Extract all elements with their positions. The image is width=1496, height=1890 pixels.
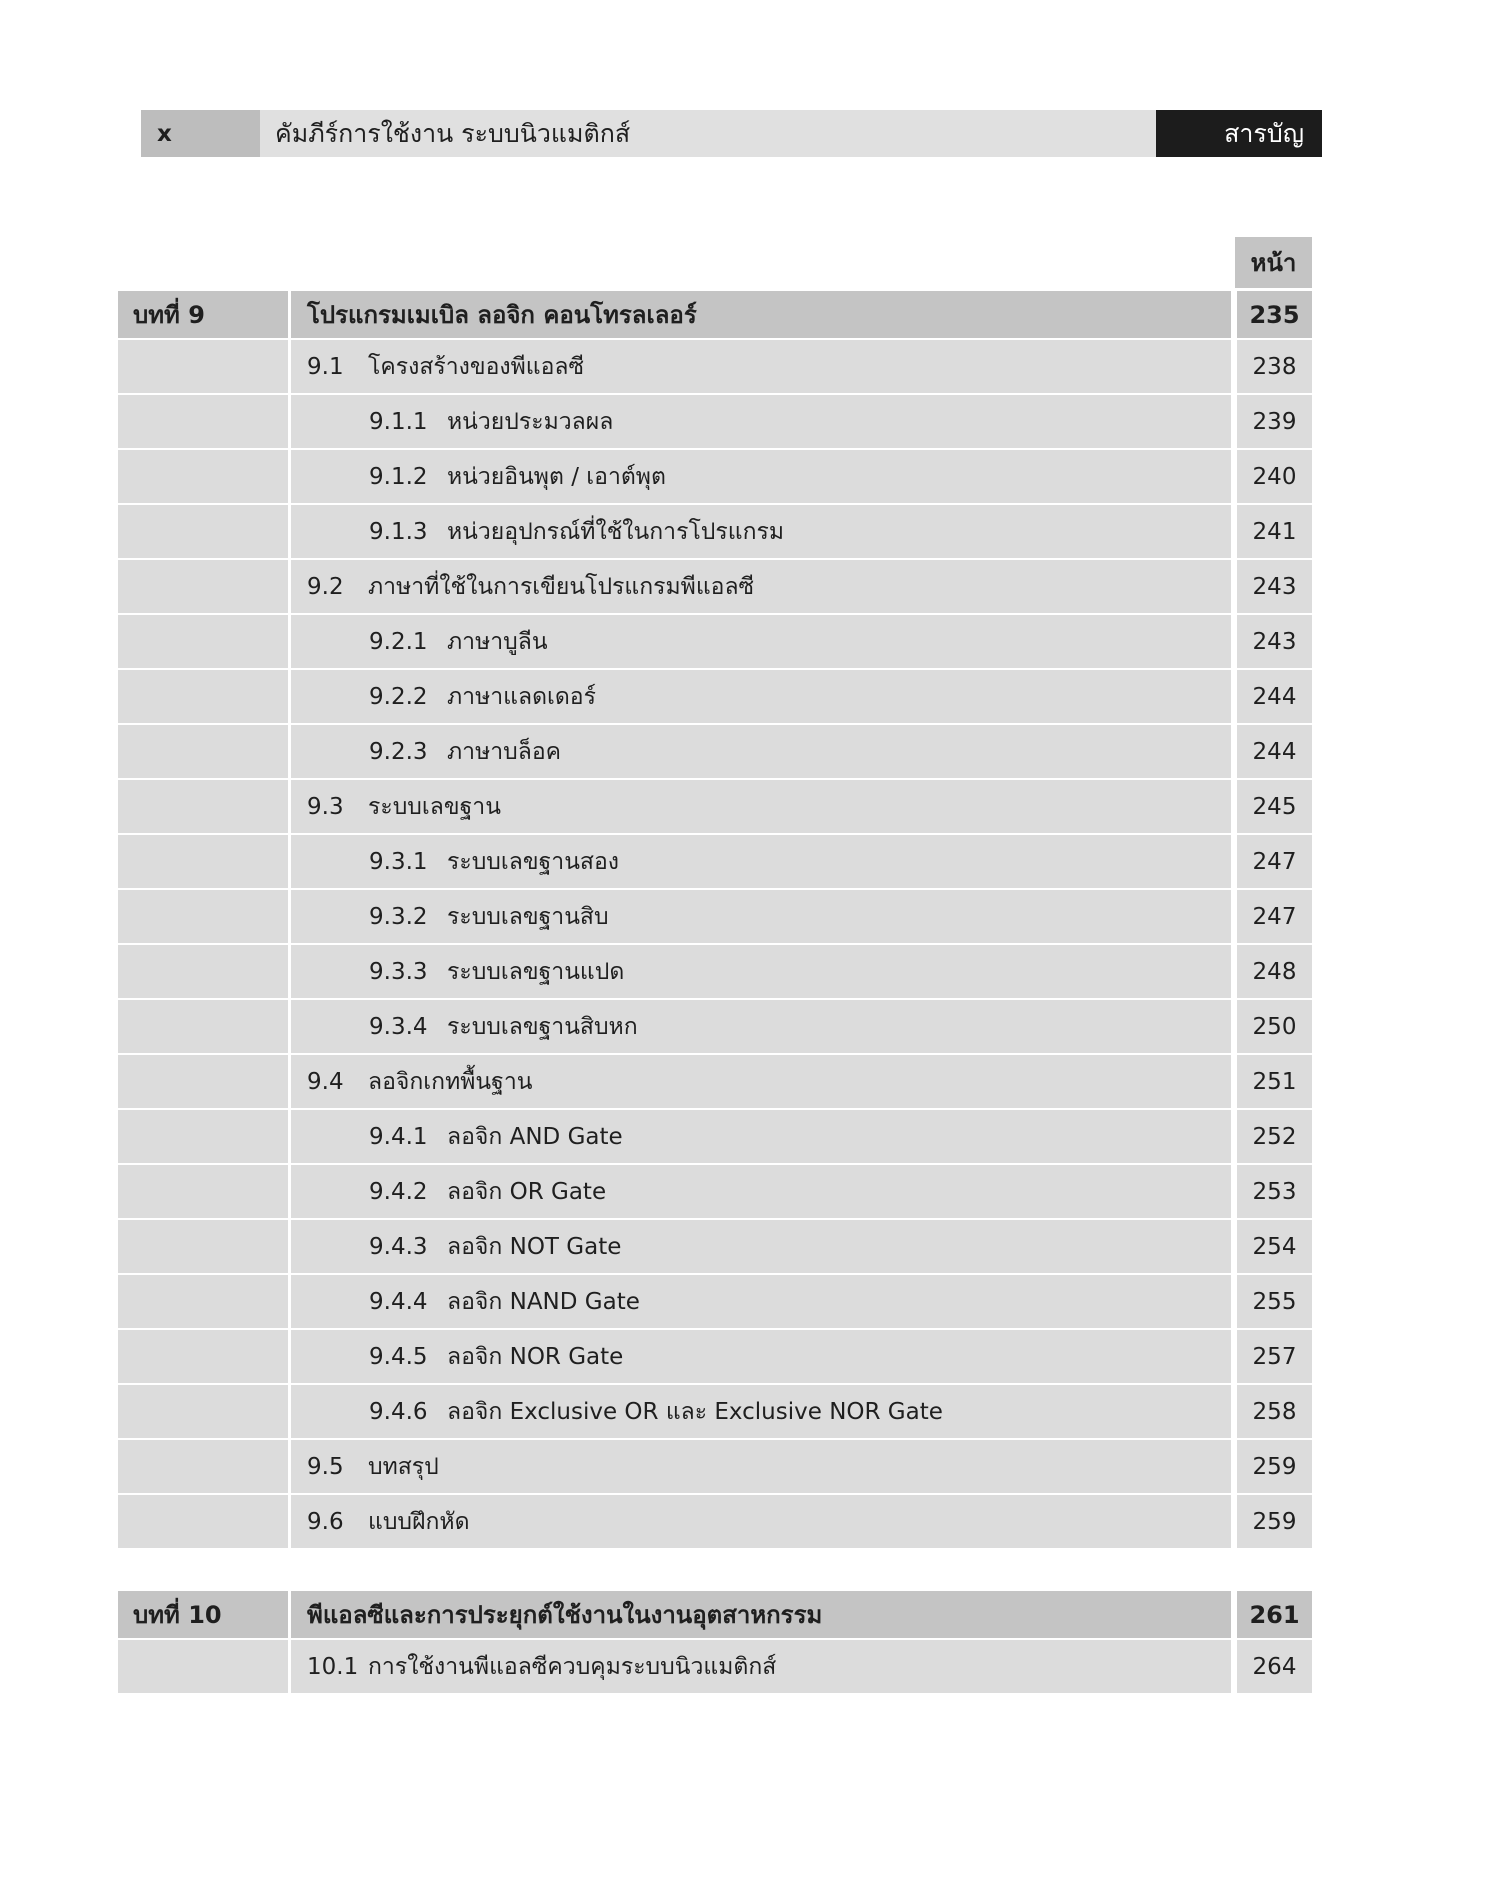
toc-entry-row <box>118 670 1312 723</box>
entry-title-cell <box>291 1330 1231 1383</box>
toc-entry-row <box>118 505 1312 558</box>
entry-title-cell <box>291 945 1231 998</box>
entry-title: ลอจิก Exclusive OR และ Exclusive NOR Gate <box>447 1398 943 1425</box>
entry-title: ระบบเลขฐานสอง <box>447 848 619 875</box>
entry-title-cell <box>291 780 1231 833</box>
entry-title: หน่วยประมวลผล <box>447 408 614 435</box>
toc-entry-row <box>118 340 1312 393</box>
entry-number: 9.4.4 <box>369 1288 428 1315</box>
toc-entry-row <box>118 1000 1312 1053</box>
entry-number: 9.4.2 <box>369 1178 428 1205</box>
entry-page: 245 <box>1237 780 1312 833</box>
entry-title-cell <box>291 725 1231 778</box>
entry-title: ภาษาที่ใช้ในการเขียนโปรแกรมพีแอลซี <box>368 573 755 600</box>
header-section-label: สารบัญ <box>1156 110 1322 157</box>
entry-page: 257 <box>1237 1330 1312 1383</box>
chapter-cell-empty <box>118 1165 288 1218</box>
toc-entry-row <box>118 1110 1312 1163</box>
entry-number: 9.1 <box>307 353 344 380</box>
toc-entry-row <box>118 835 1312 888</box>
chapter-cell-empty <box>118 1640 288 1693</box>
toc-entry-row <box>118 1275 1312 1328</box>
page-column-header: หน้า <box>1235 237 1312 288</box>
entry-number: 9.4.6 <box>369 1398 428 1425</box>
entry-page: 250 <box>1237 1000 1312 1053</box>
entry-page: 243 <box>1237 615 1312 668</box>
entry-title: ลอจิก NAND Gate <box>447 1288 640 1315</box>
entry-title: ลอจิกเกทพื้นฐาน <box>368 1068 533 1095</box>
entry-page: 248 <box>1237 945 1312 998</box>
entry-title-cell <box>291 1385 1231 1438</box>
chapter-cell-empty <box>118 780 288 833</box>
chapter-cell-empty <box>118 1275 288 1328</box>
entry-number: 9.2.1 <box>369 628 428 655</box>
toc-entry-row <box>118 1440 1312 1493</box>
toc-entry-row <box>118 1165 1312 1218</box>
entry-number: 9.5 <box>307 1453 344 1480</box>
entry-title-cell <box>291 1000 1231 1053</box>
entry-title-cell <box>291 615 1231 668</box>
entry-number: 9.2.2 <box>369 683 428 710</box>
entry-number: 9.4.5 <box>369 1343 428 1370</box>
toc-entry-row <box>118 890 1312 943</box>
entry-page: 241 <box>1237 505 1312 558</box>
entry-number: 9.4.1 <box>369 1123 428 1150</box>
toc-entry-row <box>118 1385 1312 1438</box>
chapter-cell-empty <box>118 395 288 448</box>
entry-page: 244 <box>1237 725 1312 778</box>
chapter-page: 261 <box>1237 1591 1312 1638</box>
chapter-cell-empty <box>118 340 288 393</box>
entry-number: 9.6 <box>307 1508 344 1535</box>
chapter-cell-empty <box>118 450 288 503</box>
chapter-cell-empty <box>118 725 288 778</box>
entry-title-cell <box>291 1110 1231 1163</box>
toc-chapter-9 <box>118 291 1312 1550</box>
entry-title: ระบบเลขฐาน <box>368 793 501 820</box>
entry-title: หน่วยอุปกรณ์ที่ใช้ในการโปรแกรม <box>447 518 785 545</box>
entry-title-cell <box>291 1440 1231 1493</box>
entry-title: บทสรุป <box>368 1453 439 1480</box>
toc-entry-row <box>118 1330 1312 1383</box>
chapter-cell-empty <box>118 1330 288 1383</box>
chapter-cell-empty <box>118 615 288 668</box>
toc-entry-row <box>118 1055 1312 1108</box>
entry-page: 251 <box>1237 1055 1312 1108</box>
chapter-cell-empty <box>118 1495 288 1548</box>
entry-title-cell <box>291 395 1231 448</box>
toc-entry-row <box>118 945 1312 998</box>
chapter-cell-empty <box>118 1000 288 1053</box>
entry-page: 247 <box>1237 835 1312 888</box>
toc-entry-row <box>118 1220 1312 1273</box>
entry-page: 238 <box>1237 340 1312 393</box>
entry-title: ภาษาบูลีน <box>447 628 548 655</box>
toc-chapter-10 <box>118 1591 1312 1695</box>
entry-title: โครงสร้างของพีแอลซี <box>368 353 585 380</box>
entry-title: ลอจิก NOR Gate <box>447 1343 624 1370</box>
toc-entry-row <box>118 560 1312 613</box>
chapter-cell-empty <box>118 560 288 613</box>
entry-page: 255 <box>1237 1275 1312 1328</box>
entry-title: ลอจิก OR Gate <box>447 1178 607 1205</box>
entry-number: 9.1.1 <box>369 408 428 435</box>
toc-entry-row <box>118 725 1312 778</box>
entry-title-cell <box>291 1640 1231 1693</box>
chapter-label: บทที่ 10 <box>118 1591 288 1638</box>
entry-title-cell <box>291 1495 1231 1548</box>
entry-number: 9.1.3 <box>369 518 428 545</box>
entry-page: 247 <box>1237 890 1312 943</box>
chapter-cell-empty <box>118 1385 288 1438</box>
toc-entry-row <box>118 1495 1312 1548</box>
entry-number: 9.3 <box>307 793 344 820</box>
entry-number: 9.3.3 <box>369 958 428 985</box>
entry-page: 252 <box>1237 1110 1312 1163</box>
entry-title-cell <box>291 835 1231 888</box>
chapter-cell-empty <box>118 1110 288 1163</box>
chapter-cell-empty <box>118 1055 288 1108</box>
entry-title-cell <box>291 450 1231 503</box>
entry-number: 10.1 <box>307 1653 359 1680</box>
entry-title-cell <box>291 1220 1231 1273</box>
entry-title: ภาษาแลดเดอร์ <box>447 683 596 710</box>
entry-page: 259 <box>1237 1440 1312 1493</box>
toc-entry-row <box>118 450 1312 503</box>
entry-title: ภาษาบล็อค <box>447 738 562 765</box>
entry-page: 264 <box>1237 1640 1312 1693</box>
entry-page: 258 <box>1237 1385 1312 1438</box>
entry-title-cell <box>291 890 1231 943</box>
entry-title: หน่วยอินพุต / เอาต์พุต <box>447 463 666 490</box>
entry-title: แบบฝึกหัด <box>368 1508 470 1535</box>
toc-entry-row <box>118 1640 1312 1693</box>
entry-number: 9.3.4 <box>369 1013 428 1040</box>
entry-title-cell <box>291 505 1231 558</box>
entry-page: 253 <box>1237 1165 1312 1218</box>
chapter-cell-empty <box>118 1440 288 1493</box>
toc-entry-row <box>118 395 1312 448</box>
chapter-cell-empty <box>118 945 288 998</box>
entry-number: 9.4 <box>307 1068 344 1095</box>
chapter-row <box>118 291 1312 338</box>
entry-title: การใช้งานพีแอลซีควบคุมระบบนิวแมติกส์ <box>368 1653 777 1680</box>
chapter-cell-empty <box>118 1220 288 1273</box>
chapter-cell-empty <box>118 505 288 558</box>
entry-title: ลอจิก AND Gate <box>447 1123 623 1150</box>
entry-title: ระบบเลขฐานแปด <box>447 958 625 985</box>
entry-title: ระบบเลขฐานสิบ <box>447 903 609 930</box>
entry-number: 9.4.3 <box>369 1233 428 1260</box>
chapter-cell-empty <box>118 835 288 888</box>
entry-number: 9.2.3 <box>369 738 428 765</box>
header-page-number: x <box>141 110 260 157</box>
entry-title-cell <box>291 560 1231 613</box>
chapter-row <box>118 1591 1312 1638</box>
chapter-title: โปรแกรมเมเบิล ลอจิก คอนโทรลเลอร์ <box>291 291 1231 338</box>
toc-entry-row <box>118 780 1312 833</box>
entry-title-cell <box>291 1275 1231 1328</box>
entry-number: 9.3.2 <box>369 903 428 930</box>
entry-number: 9.3.1 <box>369 848 428 875</box>
entry-page: 243 <box>1237 560 1312 613</box>
toc-entry-row <box>118 615 1312 668</box>
header-book-title: คัมภีร์การใช้งาน ระบบนิวแมติกส์ <box>260 110 1156 157</box>
entry-page: 244 <box>1237 670 1312 723</box>
entry-number: 9.1.2 <box>369 463 428 490</box>
entry-page: 259 <box>1237 1495 1312 1548</box>
chapter-page: 235 <box>1237 291 1312 338</box>
entry-title: ลอจิก NOT Gate <box>447 1233 622 1260</box>
running-header <box>141 110 1322 157</box>
chapter-cell-empty <box>118 890 288 943</box>
entry-page: 240 <box>1237 450 1312 503</box>
entry-title-cell <box>291 340 1231 393</box>
entry-page: 239 <box>1237 395 1312 448</box>
entry-title: ระบบเลขฐานสิบหก <box>447 1013 638 1040</box>
chapter-label: บทที่ 9 <box>118 291 288 338</box>
chapter-cell-empty <box>118 670 288 723</box>
entry-title-cell <box>291 1055 1231 1108</box>
chapter-title: พีแอลซีและการประยุกต์ใช้งานในงานอุตสาหกรรม <box>291 1591 1231 1638</box>
entry-title-cell <box>291 670 1231 723</box>
entry-page: 254 <box>1237 1220 1312 1273</box>
entry-title-cell <box>291 1165 1231 1218</box>
entry-number: 9.2 <box>307 573 344 600</box>
